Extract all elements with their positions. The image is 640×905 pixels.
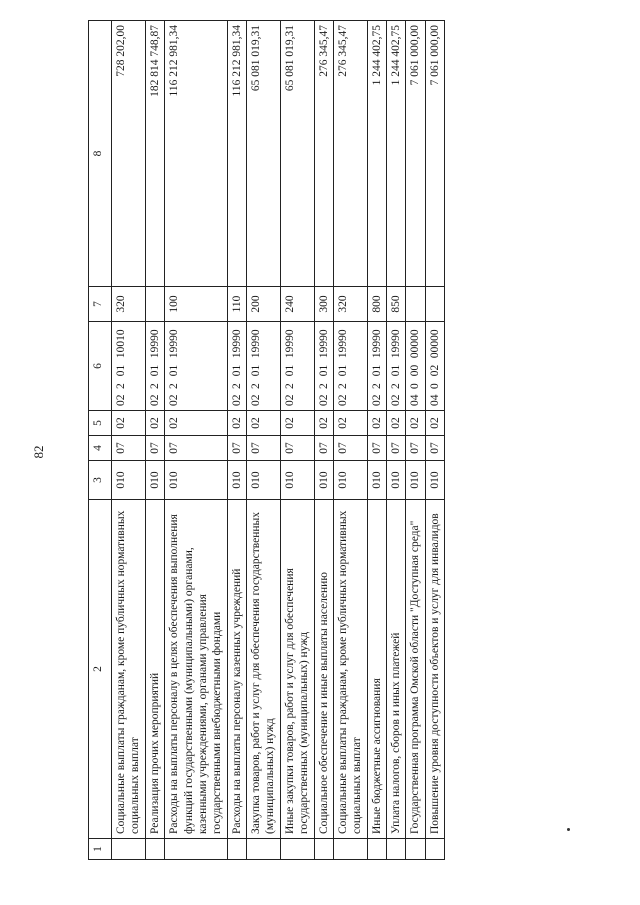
target-code-part: 01 <box>230 364 243 377</box>
expense-type-code: 800 <box>367 287 386 322</box>
target-code-part: 19990 <box>148 329 161 359</box>
target-code-part: 02 <box>428 364 441 377</box>
expense-type-code <box>406 287 425 322</box>
target-code-part: 19990 <box>317 329 330 359</box>
item-name: Социальные выплаты гражданам, кроме публичных нормативных социальных выплат <box>112 500 146 839</box>
admin-code: 010 <box>280 461 314 500</box>
row-num-cell <box>406 839 425 860</box>
row-num-cell <box>145 839 164 860</box>
target-article-code <box>247 322 281 411</box>
section-code: 07 <box>227 436 246 461</box>
item-name: Расходы на выплаты персоналу казенных учреждений <box>227 500 246 839</box>
expense-type-code: 240 <box>280 287 314 322</box>
row-num-cell <box>314 839 333 860</box>
admin-code: 010 <box>247 461 281 500</box>
expense-type-code <box>145 287 164 322</box>
section-code: 07 <box>247 436 281 461</box>
header-col-6: 6 <box>89 322 112 411</box>
table-row <box>165 21 228 860</box>
header-col-2: 2 <box>89 500 112 839</box>
row-num-cell <box>165 839 228 860</box>
target-code-part: 19990 <box>168 329 181 359</box>
admin-code: 010 <box>112 461 146 500</box>
table-row <box>333 21 367 860</box>
target-code-part: 02 <box>148 394 161 406</box>
target-code-part: 00000 <box>428 329 441 359</box>
item-name: Иные бюджетные ассигнования <box>367 500 386 839</box>
section-code: 07 <box>280 436 314 461</box>
target-code-part: 01 <box>390 364 402 377</box>
target-code-part: 19990 <box>370 329 383 359</box>
expense-type-code: 300 <box>314 287 333 322</box>
target-article-code <box>406 322 425 411</box>
target-code-part: 02 <box>370 394 383 406</box>
subsection-code: 02 <box>247 411 281 436</box>
item-name: Уплата налогов, сборов и иных платежей <box>387 500 406 839</box>
table-row <box>387 21 406 860</box>
subsection-code: 02 <box>367 411 386 436</box>
target-article-code <box>425 322 444 411</box>
table-row <box>247 21 281 860</box>
target-code-part: 19990 <box>283 329 296 359</box>
subsection-code: 02 <box>112 411 146 436</box>
target-code-part: 10010 <box>115 329 127 359</box>
amount: 728 202,00 <box>112 21 146 287</box>
header-col-5: 5 <box>89 411 112 436</box>
target-article-code <box>165 322 228 411</box>
admin-code: 010 <box>227 461 246 500</box>
target-code-part: 01 <box>370 364 383 377</box>
section-code: 07 <box>425 436 444 461</box>
target-code-part: 19990 <box>390 329 402 359</box>
section-code: 07 <box>333 436 367 461</box>
amount: 276 345,47 <box>314 21 333 287</box>
amount: 65 081 019,31 <box>280 21 314 287</box>
target-code-part: 2 <box>148 383 161 389</box>
subsection-code: 02 <box>333 411 367 436</box>
target-code-part: 01 <box>317 364 330 377</box>
section-code: 07 <box>112 436 146 461</box>
target-code-part: 01 <box>148 364 161 377</box>
target-code-part: 01 <box>115 364 127 377</box>
admin-code: 010 <box>314 461 333 500</box>
item-name: Иные закупки товаров, работ и услуг для обеспечения государственных (муниципальных) нужд <box>280 500 314 839</box>
row-num-cell <box>247 839 281 860</box>
target-article-code <box>333 322 367 411</box>
target-code-part: 02 <box>230 394 243 406</box>
subsection-code: 02 <box>387 411 406 436</box>
admin-code: 010 <box>425 461 444 500</box>
row-num-cell <box>425 839 444 860</box>
target-code-part: 19990 <box>336 329 349 359</box>
admin-code: 010 <box>406 461 425 500</box>
budget-table <box>88 20 445 860</box>
table-row <box>367 21 386 860</box>
amount: 1 244 402,75 <box>387 21 406 287</box>
rotated-page <box>88 20 628 860</box>
header-col-4: 4 <box>89 436 112 461</box>
target-code-part: 02 <box>317 394 330 406</box>
target-article-code <box>227 322 246 411</box>
section-code: 07 <box>387 436 406 461</box>
target-code-part: 00000 <box>409 329 422 359</box>
item-name: Повышение уровня доступности объектов и услуг для инвалидов <box>425 500 444 839</box>
target-article-code <box>314 322 333 411</box>
target-article-code <box>367 322 386 411</box>
item-name: Социальное обеспечение и иные выплаты населению <box>314 500 333 839</box>
expense-type-code: 110 <box>227 287 246 322</box>
header-col-1: 1 <box>89 839 112 860</box>
target-code-part: 02 <box>168 394 181 406</box>
target-code-part: 02 <box>250 394 262 406</box>
admin-code: 010 <box>333 461 367 500</box>
subsection-code: 02 <box>314 411 333 436</box>
subsection-code: 02 <box>280 411 314 436</box>
expense-type-code: 100 <box>165 287 228 322</box>
row-num-cell <box>227 839 246 860</box>
item-name: Расходы на выплаты персоналу в целях обеспечения выполнения функций государственными (муниципальными) органами, казенными учреждениями, органами управления государственными внебюджетными фондами <box>165 500 228 839</box>
target-code-part: 2 <box>336 383 349 389</box>
section-code: 07 <box>145 436 164 461</box>
subsection-code: 02 <box>165 411 228 436</box>
item-name: Закупка товаров, работ и услуг для обеспечения государственных (муниципальных) нужд <box>247 500 281 839</box>
target-code-part: 02 <box>283 394 296 406</box>
section-code: 07 <box>314 436 333 461</box>
amount: 1 244 402,75 <box>367 21 386 287</box>
item-name: Государственная программа Омской области "Доступная среда" <box>406 500 425 839</box>
table-row <box>280 21 314 860</box>
target-code-part: 2 <box>230 383 243 389</box>
target-code-part: 0 <box>409 383 422 389</box>
table-row <box>314 21 333 860</box>
section-code: 07 <box>165 436 228 461</box>
expense-type-code <box>425 287 444 322</box>
subsection-code: 02 <box>425 411 444 436</box>
target-code-part: 02 <box>115 394 127 406</box>
row-num-cell <box>333 839 367 860</box>
subsection-code: 02 <box>145 411 164 436</box>
section-code: 07 <box>367 436 386 461</box>
section-code: 07 <box>406 436 425 461</box>
page-number: 82 <box>31 445 46 459</box>
amount: 182 814 748,87 <box>145 21 164 287</box>
target-code-part: 2 <box>115 383 127 389</box>
amount: 116 212 981,34 <box>165 21 228 287</box>
header-col-7: 7 <box>89 287 112 322</box>
target-code-part: 19990 <box>230 329 243 359</box>
amount: 65 081 019,31 <box>247 21 281 287</box>
header-row <box>89 21 112 860</box>
row-num-cell <box>367 839 386 860</box>
amount: 276 345,47 <box>333 21 367 287</box>
target-code-part: 01 <box>336 364 349 377</box>
target-code-part: 2 <box>250 383 262 389</box>
target-code-part: 02 <box>336 394 349 406</box>
table-row <box>112 21 146 860</box>
item-name: Реализация прочих мероприятий <box>145 500 164 839</box>
scan-speck <box>567 828 570 831</box>
table-row <box>145 21 164 860</box>
subsection-code: 02 <box>227 411 246 436</box>
amount: 7 061 000,00 <box>425 21 444 287</box>
row-num-cell <box>387 839 406 860</box>
target-article-code <box>145 322 164 411</box>
expense-type-code: 200 <box>247 287 281 322</box>
admin-code: 010 <box>165 461 228 500</box>
admin-code: 010 <box>367 461 386 500</box>
target-code-part: 01 <box>250 364 262 377</box>
row-num-cell <box>112 839 146 860</box>
target-code-part: 2 <box>390 383 402 389</box>
expense-type-code: 850 <box>387 287 406 322</box>
target-code-part: 2 <box>168 383 181 389</box>
target-article-code <box>280 322 314 411</box>
target-code-part: 04 <box>428 394 441 406</box>
target-code-part: 19990 <box>250 329 262 359</box>
target-code-part: 0 <box>428 383 441 389</box>
admin-code: 010 <box>387 461 406 500</box>
expense-type-code: 320 <box>112 287 146 322</box>
target-code-part: 01 <box>283 364 296 377</box>
header-col-8: 8 <box>89 21 112 287</box>
target-code-part: 02 <box>390 394 402 406</box>
table-row <box>227 21 246 860</box>
item-name: Социальные выплаты гражданам, кроме публичных нормативных социальных выплат <box>333 500 367 839</box>
target-code-part: 00 <box>409 364 422 377</box>
table-body <box>112 21 445 860</box>
table-row <box>425 21 444 860</box>
subsection-code: 02 <box>406 411 425 436</box>
amount: 7 061 000,00 <box>406 21 425 287</box>
target-article-code <box>112 322 146 411</box>
amount: 116 212 981,34 <box>227 21 246 287</box>
expense-type-code: 320 <box>333 287 367 322</box>
target-code-part: 04 <box>409 394 422 406</box>
target-code-part: 2 <box>283 383 296 389</box>
header-col-3: 3 <box>89 461 112 500</box>
row-num-cell <box>280 839 314 860</box>
target-code-part: 2 <box>317 383 330 389</box>
admin-code: 010 <box>145 461 164 500</box>
target-code-part: 01 <box>168 364 181 377</box>
table-row <box>406 21 425 860</box>
target-article-code <box>387 322 406 411</box>
target-code-part: 2 <box>370 383 383 389</box>
